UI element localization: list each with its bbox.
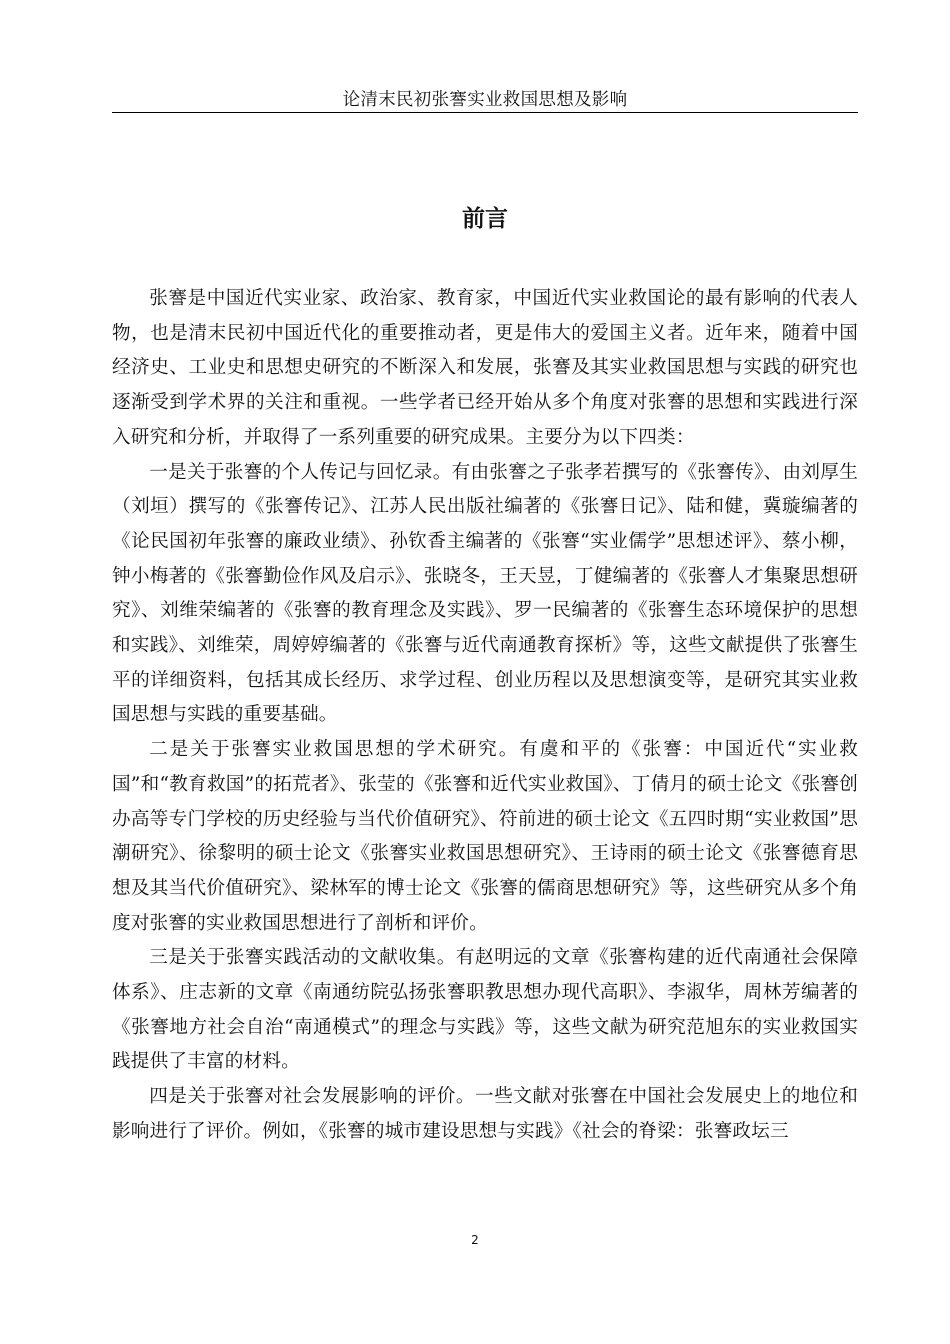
- paragraph-practice-documents: 三是关于张謇实践活动的文献收集。有赵明远的文章《张謇构建的近代南通社会保障体系》、庄志新的文章《南通纺院弘扬张謇职教思想办现代高职》、李淑华，周林芳编著的《张謇地方社会自治“南通模式”的理念与实践》等，这些文献为研究范旭东的实业救国实践提供了丰富的材料。: [112, 947, 858, 1073]
- paragraph-social-impact: 四是关于张謇对社会发展影响的评价。一些文献对张謇在中国社会发展史上的地位和影响进行了评价。例如，《张謇的城市建设思想与实践》《社会的脊梁：张謇政坛三: [112, 1086, 858, 1142]
- page-title: 前言: [462, 206, 508, 232]
- paragraph-intro: 张謇是中国近代实业家、政治家、教育家，中国近代实业救国论的最有影响的代表人物，也是清末民初中国近代化的重要推动者，更是伟大的爱国主义者。近年来，随着中国经济史、工业史和思想史研究的不断深入和发展，张謇及其实业救国思想与实践的研究也逐渐受到学术界的关注和重视。一些学者已经开始从多个角度对张謇的思想和实践进行深入研究和分析，并取得了一系列重要的研究成果。主要分为以下四类：: [112, 288, 858, 448]
- page-number: 2: [471, 1233, 479, 1247]
- running-header: 论清末民初张謇实业救国思想及影响: [342, 90, 628, 110]
- paragraph-academic-research: 二是关于张謇实业救国思想的学术研究。有虞和平的《张謇：中国近代“实业救国”和“教育救国”的拓荒者》、张莹的《张謇和近代实业救国》、丁倩月的硕士论文《张謇创办高等专门学校的历史经验与当代价值研究》、符前进的硕士论文《五四时期“实业救国”思潮研究》、徐黎明的硕士论文《张謇实业救国思想研究》、王诗雨的硕士论文《张謇德育思想及其当代价值研究》、梁林军的博士论文《张謇的儒商思想研究》等，这些研究从多个角度对张謇的实业救国思想进行了剖析和评价。: [112, 739, 858, 934]
- paragraph-biographies: 一是关于张謇的个人传记与回忆录。有由张謇之子张孝若撰写的《张謇传》、由刘厚生（刘垣）撰写的《张謇传记》、江苏人民出版社编著的《张謇日记》、陆和健，冀璇编著的《论民国初年张謇的廉政业绩》、孙钦香主编著的《张謇“实业儒学”思想述评》、蔡小柳，钟小梅著的《张謇勤俭作风及启示》、张晓冬，王天昱，丁健编著的《张謇人才集聚思想研究》、刘维荣编著的《张謇的教育理念及实践》、罗一民编著的《张謇生态环境保护的思想和实践》、刘维荣，周婷婷编著的《张謇与近代南通教育探析》等，这些文献提供了张謇生平的详细资料，包括其成长经历、求学过程、创业历程以及思想演变等，是研究其实业救国思想与实践的重要基础。: [112, 461, 858, 726]
- body-text: [112, 282, 858, 1150]
- header-rule: [112, 112, 858, 113]
